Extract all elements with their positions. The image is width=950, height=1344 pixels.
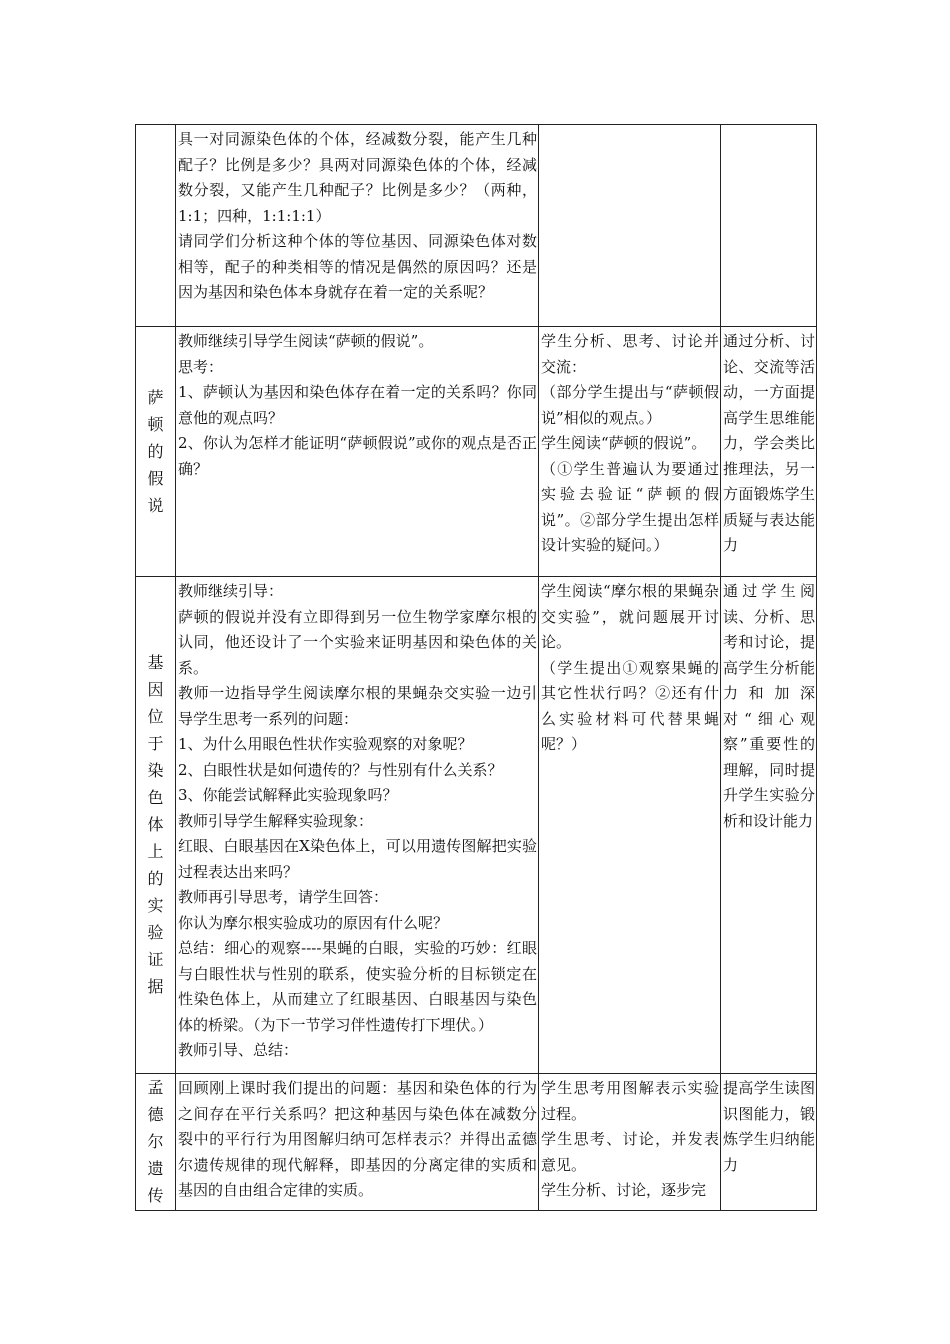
student-activity-cell: [539, 125, 721, 327]
student-text: 学生分析、思考、讨论并交流：: [541, 332, 719, 376]
design-intent-cell: 通过分析、讨论、交流等活动，一方面提高学生思维能力，学会类比推理法，另一方面锻炼学生质疑与表达能力: [721, 327, 817, 577]
teacher-text: 教师引导、总结：: [178, 1041, 299, 1059]
teacher-text: 教师再引导思考，请学生回答：: [178, 888, 389, 906]
teacher-activity-cell: [176, 1074, 539, 1211]
student-text: （①学生普遍认为要通过实验去验证“萨顿的假说”。②部分学生提出怎样设计实验的疑问。）: [541, 459, 719, 554]
table-row: [136, 125, 817, 327]
teacher-text: 3、你能尝试解释此实验现象吗？: [178, 786, 398, 804]
row-label: 孟德尔遗传: [136, 1074, 176, 1211]
teacher-text: 萨顿的假说并没有立即得到另一位生物学家摩尔根的认同，他还设计了一个实验来证明基因和染色体的关系。: [178, 607, 537, 677]
teacher-text: 1、为什么用眼色性状作实验观察的对象呢？: [178, 735, 473, 753]
teacher-text: 回顾刚上课时我们提出的问题：基因和染色体的行为之间存在平行关系吗？把这种基因与染色体在减数分裂中的平行行为用图解归纳可怎样表示？并得出孟德尔遗传规律的现代解释，即基因的分离定律的实质和基因的自由组合定律的实质。: [178, 1079, 537, 1199]
teacher-text: 2、白眼性状是如何遗传的？与性别有什么关系？: [178, 760, 503, 779]
student-activity-cell: [539, 1074, 721, 1211]
teacher-text: 1、萨顿认为基因和染色体存在着一定的关系吗？你同意他的观点吗？: [178, 383, 537, 427]
student-text: 学生分析、讨论，逐步完: [541, 1181, 707, 1199]
design-intent-cell: [721, 125, 817, 327]
student-activity-cell: [539, 327, 721, 577]
design-intent-cell: 通过学生阅读、分析、思考和讨论，提高学生分析能力和加深对“细心观察”重要性的理解，同时提升学生实验分析和设计能力: [721, 577, 817, 1074]
teacher-text: 总结：细心的观察----果蝇的白眼，实验的巧妙：红眼与白眼性状与性别的联系，使实验分析的目标锁定在性染色体上，从而建立了红眼基因、白眼基因与染色体的桥梁。（为下一节学习伴性遗传打下埋伏。）: [178, 939, 537, 1034]
teacher-text: 你认为摩尔根实验成功的原因有什么呢？: [178, 913, 449, 932]
row-label: [136, 125, 176, 327]
table-row: [136, 327, 817, 577]
teacher-activity-cell: [176, 327, 539, 577]
student-text: 学生思考用图解表示实验过程。: [541, 1079, 719, 1123]
design-intent-cell: 提高学生读图识图能力，锻炼学生归纳能力: [721, 1074, 817, 1211]
student-text: （学生提出①观察果蝇的其它性状行吗？②还有什么实验材料可代替果蝇呢？）: [541, 658, 719, 753]
lesson-plan-table: [135, 124, 817, 1211]
teacher-text: 教师继续引导学生阅读“萨顿的假说”。: [178, 332, 434, 350]
teacher-text: 具一对同源染色体的个体，经减数分裂，能产生几种配子？比例是多少？具两对同源染色体的个体，经减数分裂，又能产生几种配子？比例是多少？（两种，1:1；四种，1:1:1:1）: [178, 130, 537, 225]
student-text: 学生阅读“摩尔根的果蝇杂交实验”，就问题展开讨论。: [541, 582, 719, 651]
teacher-text: 思考：: [178, 357, 224, 376]
table-row: [136, 1074, 817, 1211]
table-row: [136, 577, 817, 1074]
teacher-text: 红眼、白眼基因在X染色体上，可以用遗传图解把实验过程表达出来吗？: [178, 837, 537, 881]
teacher-text: 教师一边指导学生阅读摩尔根的果蝇杂交实验一边引导学生思考一系列的问题：: [178, 684, 537, 728]
row-label: 基因位于染色体上的实验证据: [136, 577, 176, 1074]
teacher-text: 教师继续引导：: [178, 582, 284, 600]
student-text: 学生阅读“萨顿的假说”。: [541, 434, 707, 452]
student-text: （部分学生提出与“萨顿假说”相似的观点。）: [541, 383, 719, 427]
teacher-activity-cell: [176, 577, 539, 1074]
student-activity-cell: [539, 577, 721, 1074]
student-text: 学生思考、讨论，并发表意见。: [541, 1130, 719, 1174]
teacher-text: 2、你认为怎样才能证明“萨顿假说”或你的观点是否正确？: [178, 434, 537, 478]
teacher-text: 请同学们分析这种个体的等位基因、同源染色体对数相等，配子的种类相等的情况是偶然的原因吗？还是因为基因和染色体本身就存在着一定的关系呢？: [178, 232, 537, 301]
teacher-text: 教师引导学生解释实验现象：: [178, 811, 374, 830]
teacher-activity-cell: [176, 125, 539, 327]
row-label: 萨顿的假说: [136, 327, 176, 577]
